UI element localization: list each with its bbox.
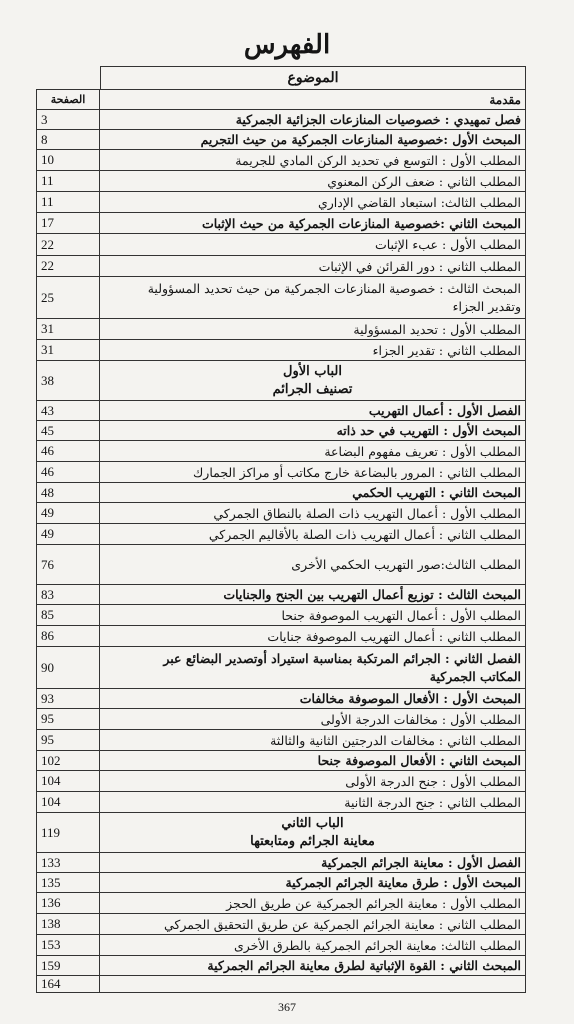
table-row bbox=[37, 689, 526, 709]
entry-title bbox=[100, 340, 526, 361]
page-title: الفهرس bbox=[243, 30, 331, 60]
table-row bbox=[37, 873, 526, 893]
entry-page-number: 95 bbox=[37, 709, 100, 730]
table-row bbox=[37, 441, 526, 462]
entry-title-line: المبحث الأول : الأفعال الموصوفة مخالفات bbox=[299, 691, 521, 706]
entry-title-line: فصل تمهيدي : خصوصيات المنازعات الجزائية الجمركية bbox=[235, 112, 521, 127]
entry-page-number: 164 bbox=[37, 976, 100, 993]
table-row bbox=[37, 462, 526, 483]
entry-title-line: المطلب الأول : أعمال التهريب ذات الصلة بالنطاق الجمركي bbox=[213, 505, 521, 521]
entry-title bbox=[100, 751, 526, 771]
entry-title-line: المطلب الأول : عبء الإثبات bbox=[374, 237, 521, 252]
entry-title bbox=[100, 319, 526, 340]
entry-title-line: المطلب الثاني : أعمال التهريب الموصوفة جنايات bbox=[267, 628, 521, 644]
table-row bbox=[37, 935, 526, 956]
entry-title-line: المطلب الثاني : المرور بالبضاعة خارج مكاتب أو مراكز الجمارك bbox=[192, 464, 521, 480]
entry-title-line: المطلب الثاني : مخالفات الدرجتين الثانية والثالثة bbox=[270, 732, 521, 748]
entry-page-number: 46 bbox=[37, 441, 100, 462]
entry-title bbox=[100, 976, 526, 993]
entry-title-line: المبحث الأول : طرق معاينة الجرائم الجمركية bbox=[285, 875, 521, 890]
entry-title-line: المطلب الثاني : جنح الدرجة الثانية bbox=[344, 794, 521, 810]
table-row bbox=[37, 853, 526, 873]
entry-title-line: المطلب الثاني : دور القرائن في الإثبات bbox=[318, 258, 521, 274]
table-header-row bbox=[37, 90, 526, 110]
entry-title bbox=[100, 647, 526, 689]
table-row bbox=[37, 503, 526, 524]
entry-page-number: 138 bbox=[37, 914, 100, 935]
entry-title-line: المطلب الثالث: معاينة الجرائم الجمركية بالطرق الأخرى bbox=[233, 937, 521, 953]
entry-title-line: المبحث الثاني : التهريب الحكمي bbox=[352, 485, 521, 500]
entry-page-number: 49 bbox=[37, 503, 100, 524]
table-row bbox=[37, 813, 526, 853]
entry-title bbox=[100, 956, 526, 976]
entry-title bbox=[100, 361, 526, 401]
entry-title bbox=[100, 689, 526, 709]
entry-title bbox=[100, 853, 526, 873]
entry-page-number: 48 bbox=[37, 483, 100, 503]
table-row bbox=[37, 771, 526, 792]
entry-page-number: 136 bbox=[37, 893, 100, 914]
entry-title bbox=[100, 935, 526, 956]
table-row bbox=[37, 956, 526, 976]
entry-title bbox=[100, 150, 526, 171]
entry-title-line: المبحث الثالث : خصوصية المنازعات الجمركية من حيث تحديد المسؤولية bbox=[147, 280, 521, 296]
entry-page-number: 76 bbox=[37, 545, 100, 585]
entry-title bbox=[100, 873, 526, 893]
table-row bbox=[37, 545, 526, 585]
entry-title bbox=[100, 277, 526, 319]
table-row bbox=[37, 605, 526, 626]
entry-title-line: المطلب الثاني : معاينة الجرائم الجمركية عن طريق التحقيق الجمركي bbox=[163, 916, 521, 932]
entry-title-line: المطلب الأول : أعمال التهريب الموصوفة جنحا bbox=[281, 607, 521, 623]
entry-title-line: المبحث الثاني : القوة الإثباتية لطرق معاينة الجرائم الجمركية bbox=[207, 958, 521, 973]
index-table bbox=[36, 89, 526, 993]
entry-title bbox=[100, 110, 526, 130]
entry-title-line: المطلب الثاني : تقدير الجزاء bbox=[372, 342, 521, 358]
entry-title bbox=[100, 626, 526, 647]
table-row bbox=[37, 751, 526, 771]
entry-title bbox=[100, 730, 526, 751]
entry-page-number: 46 bbox=[37, 462, 100, 483]
table-row bbox=[37, 421, 526, 441]
entry-page-number: 133 bbox=[37, 853, 100, 873]
table-row bbox=[37, 483, 526, 503]
table-row bbox=[37, 585, 526, 605]
entry-page-number: 38 bbox=[37, 361, 100, 401]
table-row bbox=[37, 213, 526, 234]
entry-page-number: 10 bbox=[37, 150, 100, 171]
entry-page-number: 3 bbox=[37, 110, 100, 130]
entry-title-line: المطلب الثالث: استبعاد القاضي الإداري bbox=[317, 194, 521, 210]
entry-title bbox=[100, 893, 526, 914]
entry-page-number: 43 bbox=[37, 401, 100, 421]
entry-title-line: المطلب الثاني : ضعف الركن المعنوي bbox=[327, 173, 521, 189]
table-row bbox=[37, 277, 526, 319]
table-row bbox=[37, 914, 526, 935]
entry-page-number: 11 bbox=[37, 192, 100, 213]
page-column-header: الصفحة bbox=[37, 90, 100, 110]
entry-page-number: 104 bbox=[37, 771, 100, 792]
entry-title-line: الفصل الأول : أعمال التهريب bbox=[368, 403, 521, 418]
entry-page-number: 85 bbox=[37, 605, 100, 626]
entry-title-line: المطلب الثالث:صور التهريب الحكمي الأخرى bbox=[291, 557, 521, 572]
entry-page-number: 153 bbox=[37, 935, 100, 956]
entry-page-number: 90 bbox=[37, 647, 100, 689]
entry-page-number: 45 bbox=[37, 421, 100, 441]
entry-page-number: 8 bbox=[37, 130, 100, 150]
entry-title bbox=[100, 792, 526, 813]
entry-title bbox=[100, 441, 526, 462]
entry-title bbox=[100, 421, 526, 441]
table-row bbox=[37, 524, 526, 545]
table-row bbox=[37, 730, 526, 751]
table-row bbox=[37, 192, 526, 213]
table-row bbox=[37, 150, 526, 171]
entry-page-number: 95 bbox=[37, 730, 100, 751]
entry-title bbox=[100, 585, 526, 605]
entry-title bbox=[100, 192, 526, 213]
entry-page-number: 159 bbox=[37, 956, 100, 976]
entry-title bbox=[100, 545, 526, 585]
entry-title bbox=[100, 771, 526, 792]
entry-title-line: المبحث الثاني :خصوصية المنازعات الجمركية من حيث الإثبات bbox=[201, 215, 521, 231]
entry-title-line: المطلب الثاني : أعمال التهريب ذات الصلة بالأقاليم الجمركي bbox=[208, 526, 521, 542]
entry-page-number: 102 bbox=[37, 751, 100, 771]
entry-title bbox=[100, 213, 526, 234]
entry-title-line: الفصل الثاني : الجرائم المرتكبة بمناسبة استيراد أوتصدير البضائع عبر bbox=[163, 650, 521, 666]
entry-title-line: المطلب الأول : تحديد المسؤولية bbox=[353, 321, 521, 337]
table-row bbox=[37, 110, 526, 130]
table-row bbox=[37, 319, 526, 340]
entry-page-number: 31 bbox=[37, 319, 100, 340]
entry-title-line: المطلب الأول : مخالفات الدرجة الأولى bbox=[320, 711, 521, 727]
entry-title-line: المكاتب الجمركية bbox=[429, 668, 521, 684]
entry-title-line: المبحث الثالث : توزيع أعمال التهريب بين الجنح والجنايات bbox=[223, 587, 521, 602]
table-row bbox=[37, 792, 526, 813]
entry-page-number: 119 bbox=[37, 813, 100, 853]
entry-title bbox=[100, 234, 526, 256]
entry-title bbox=[100, 914, 526, 935]
intro-header: مقدمة bbox=[100, 90, 526, 110]
table-row bbox=[37, 647, 526, 689]
table-row bbox=[37, 256, 526, 277]
table-row bbox=[37, 893, 526, 914]
entry-title bbox=[100, 462, 526, 483]
entry-title-line: معاينة الجرائم ومتابعتها bbox=[250, 833, 375, 849]
table-row bbox=[37, 130, 526, 150]
entry-page-number: 25 bbox=[37, 277, 100, 319]
table-row bbox=[37, 709, 526, 730]
entry-title bbox=[100, 813, 526, 853]
entry-title bbox=[100, 524, 526, 545]
entry-title bbox=[100, 130, 526, 150]
entry-page-number: 104 bbox=[37, 792, 100, 813]
entry-title-line: المطلب الأول : معاينة الجرائم الجمركية عن طريق الحجز bbox=[226, 895, 521, 911]
entry-title bbox=[100, 503, 526, 524]
entry-title bbox=[100, 709, 526, 730]
table-row bbox=[37, 626, 526, 647]
index-sheet bbox=[36, 66, 526, 993]
table-row bbox=[37, 171, 526, 192]
topic-column-header: الموضوع bbox=[100, 66, 526, 89]
entry-title bbox=[100, 605, 526, 626]
entry-page-number: 86 bbox=[37, 626, 100, 647]
entry-title-line: الباب الأول bbox=[283, 363, 342, 379]
table-row bbox=[37, 234, 526, 256]
entry-title-line: المطلب الأول : تعريف مفهوم البضاعة bbox=[324, 443, 521, 459]
entry-title-line: الفصل الأول : معاينة الجرائم الجمركية bbox=[321, 855, 521, 870]
entry-title-line: المبحث الأول :خصوصية المنازعات الجمركية من حيث التجريم bbox=[200, 132, 521, 147]
entry-title-line: وتقدير الجزاء bbox=[452, 298, 521, 314]
entry-title-line: المطلب الأول : جنح الدرجة الأولى bbox=[345, 773, 521, 789]
page-number: 367 bbox=[278, 1000, 296, 1014]
table-row bbox=[37, 401, 526, 421]
entry-page-number: 49 bbox=[37, 524, 100, 545]
entry-page-number: 22 bbox=[37, 234, 100, 256]
entry-page-number: 11 bbox=[37, 171, 100, 192]
entry-title bbox=[100, 171, 526, 192]
entry-title bbox=[100, 483, 526, 503]
entry-title-line: تصنيف الجرائم bbox=[272, 381, 353, 397]
entry-title-line: المطلب الأول : التوسع في تحديد الركن المادي للجريمة bbox=[235, 152, 521, 168]
entry-page-number: 135 bbox=[37, 873, 100, 893]
entry-title-line: المبحث الأول : التهريب في حد ذاته bbox=[336, 423, 521, 438]
entry-title bbox=[100, 256, 526, 277]
entry-title bbox=[100, 401, 526, 421]
entry-page-number: 22 bbox=[37, 256, 100, 277]
table-row bbox=[37, 976, 526, 993]
table-row bbox=[37, 340, 526, 361]
entry-title-line: المبحث الثاني : الأفعال الموصوفة جنحا bbox=[317, 753, 521, 768]
entry-page-number: 31 bbox=[37, 340, 100, 361]
entry-page-number: 93 bbox=[37, 689, 100, 709]
table-row bbox=[37, 361, 526, 401]
entry-title-line: الباب الثاني bbox=[281, 815, 344, 831]
entry-page-number: 83 bbox=[37, 585, 100, 605]
entry-page-number: 17 bbox=[37, 213, 100, 234]
